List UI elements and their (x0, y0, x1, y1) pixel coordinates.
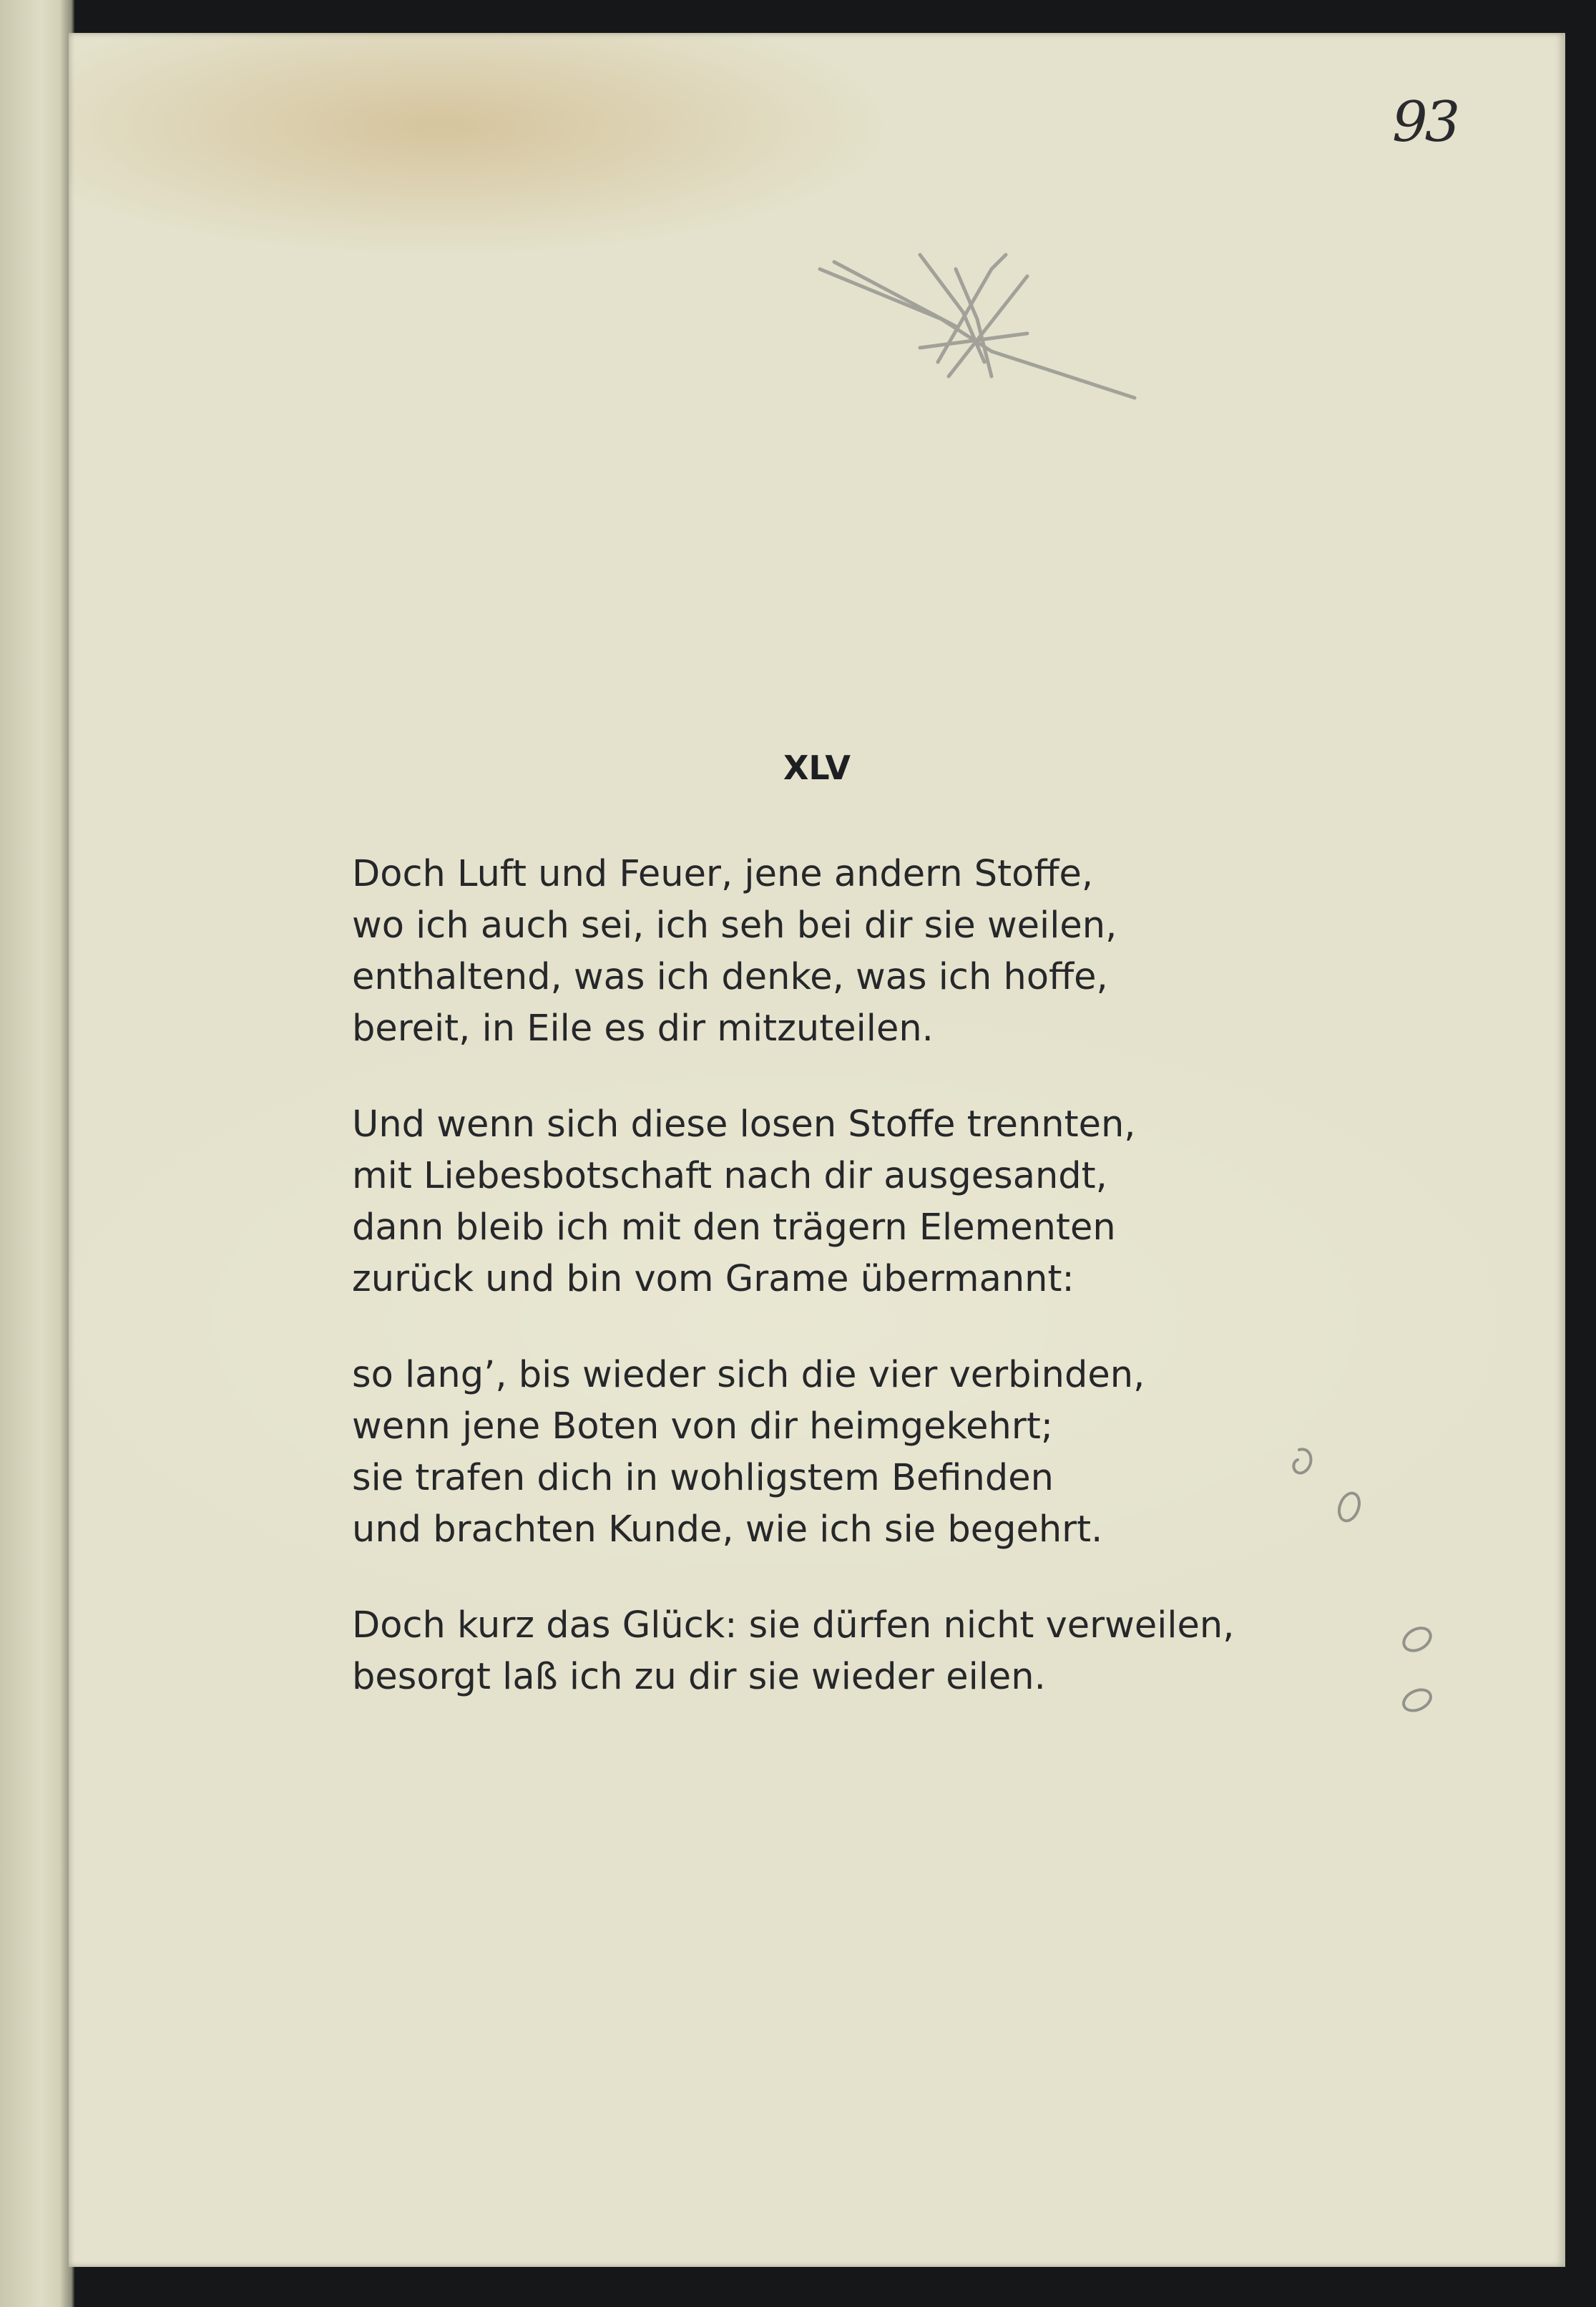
stanza (352, 1099, 1425, 1305)
pencil-cross-mark-icon (813, 226, 1142, 434)
poem-line: mit Liebesbotschaft nach dir ausgesandt, (352, 1155, 1107, 1197)
stanza (352, 849, 1425, 1055)
stanza (352, 1600, 1425, 1703)
previous-page-edge (0, 0, 74, 2307)
handwritten-margin-circles-icon (1285, 1435, 1471, 1722)
poem-line: Doch Luft und Feuer, jene andern Stoffe, (352, 853, 1094, 895)
poem-line: Und wenn sich diese losen Stoffe trennten, (352, 1103, 1136, 1146)
poem-line: so lang’, bis wieder sich die vier verbinden, (352, 1354, 1145, 1396)
poem-line: wo ich auch sei, ich seh bei dir sie weilen, (352, 904, 1117, 947)
poem-line: und brachten Kunde, wie ich sie begehrt. (352, 1508, 1103, 1551)
stanza (352, 1350, 1425, 1556)
poem-line: enthaltend, was ich denke, was ich hoffe, (352, 956, 1108, 998)
poem-line: zurück und bin vom Grame übermannt: (352, 1258, 1074, 1300)
poem-line: wenn jene Boten von dir heimgekehrt; (352, 1405, 1054, 1448)
poem-body (352, 849, 1425, 1747)
poem-line: bereit, in Eile es dir mitzuteilen. (352, 1008, 934, 1050)
poem-line: dann bleib ich mit den trägern Elementen (352, 1206, 1116, 1249)
poem-line: sie trafen dich in wohligstem Befinden (352, 1457, 1054, 1499)
poem-line: Doch kurz das Glück: sie dürfen nicht verweilen, (352, 1604, 1235, 1647)
poem-title: XLV (783, 748, 851, 787)
page-number: 93 (1392, 90, 1458, 155)
poem-line: besorgt laß ich zu dir sie wieder eilen. (352, 1656, 1046, 1698)
book-page (69, 33, 1565, 2267)
